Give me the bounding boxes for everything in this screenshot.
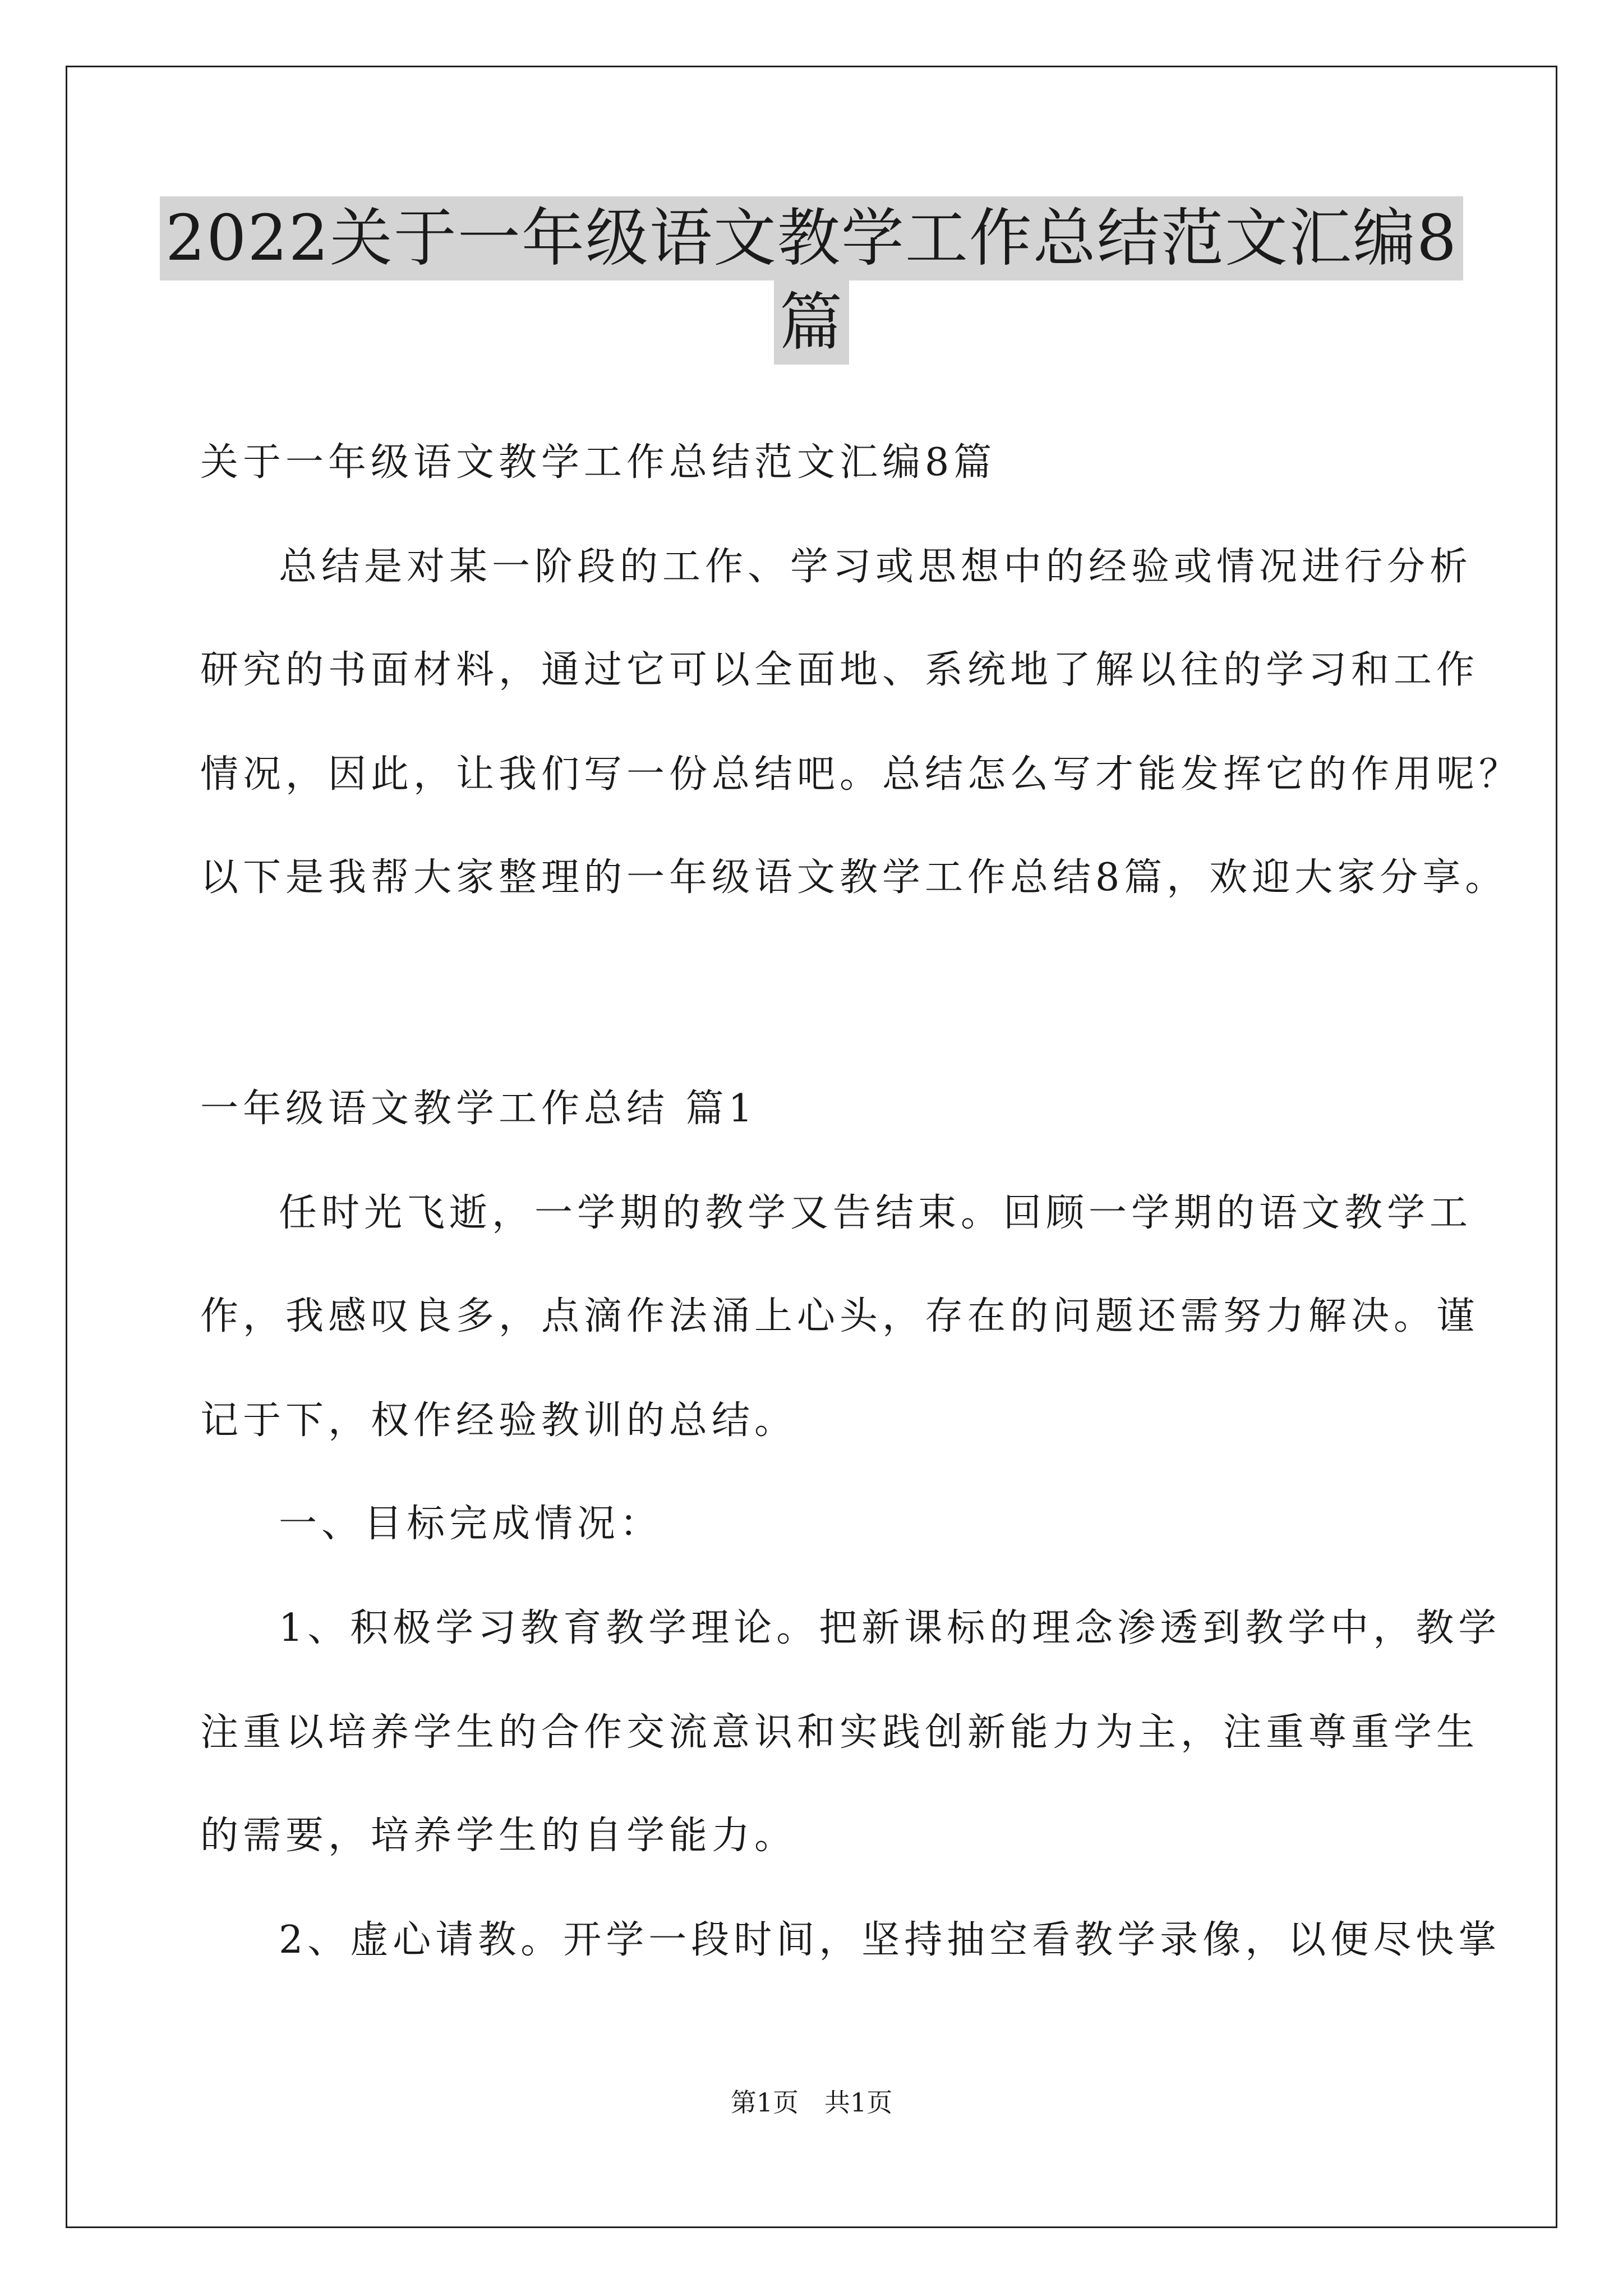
intro-line: 以下是我帮大家整理的一年级语文教学工作总结8篇，欢迎大家分享。 [200, 855, 1508, 900]
intro-line: 情况，因此，让我们写一份总结吧。总结怎么写才能发挥它的作用呢？ [200, 752, 1522, 797]
intro-line: 研究的书面材料，通过它可以全面地、系统地了解以往的学习和工作 [200, 648, 1479, 692]
page-border [66, 66, 1557, 2228]
body-line: 一、目标完成情况： [279, 1502, 663, 1546]
body-line: 作，我感叹良多，点滴作法涌上心头，存在的问题还需努力解决。谨 [200, 1294, 1479, 1338]
section-heading: 一年级语文教学工作总结 篇1 [200, 1087, 757, 1131]
intro-line: 总结是对某一阶段的工作、学习或思想中的经验或情况进行分析 [279, 545, 1473, 589]
body-line: 注重以培养学生的合作交流意识和实践创新能力为主，注重尊重学生 [200, 1710, 1479, 1755]
body-line: 2、虚心请教。开学一段时间，坚持抽空看教学录像，以便尽快掌 [279, 1918, 1501, 1962]
body-line: 记于下，权作经验教训的总结。 [200, 1398, 797, 1443]
page-number-footer: 第1页 共1页 [730, 2087, 893, 2118]
body-line: 的需要，培养学生的自学能力。 [200, 1814, 797, 1858]
body-line: 1、积极学习教育教学理论。把新课标的理念渗透到教学中，教学 [279, 1606, 1501, 1650]
subtitle: 关于一年级语文教学工作总结范文汇编8篇 [200, 440, 997, 485]
title-line-2: 篇 [774, 280, 849, 365]
body-line: 任时光飞逝，一学期的教学又告结束。回顾一学期的语文教学工 [279, 1191, 1473, 1235]
document-title [66, 196, 1557, 365]
title-line-1: 2022关于一年级语文教学工作总结范文汇编8 [160, 196, 1463, 280]
